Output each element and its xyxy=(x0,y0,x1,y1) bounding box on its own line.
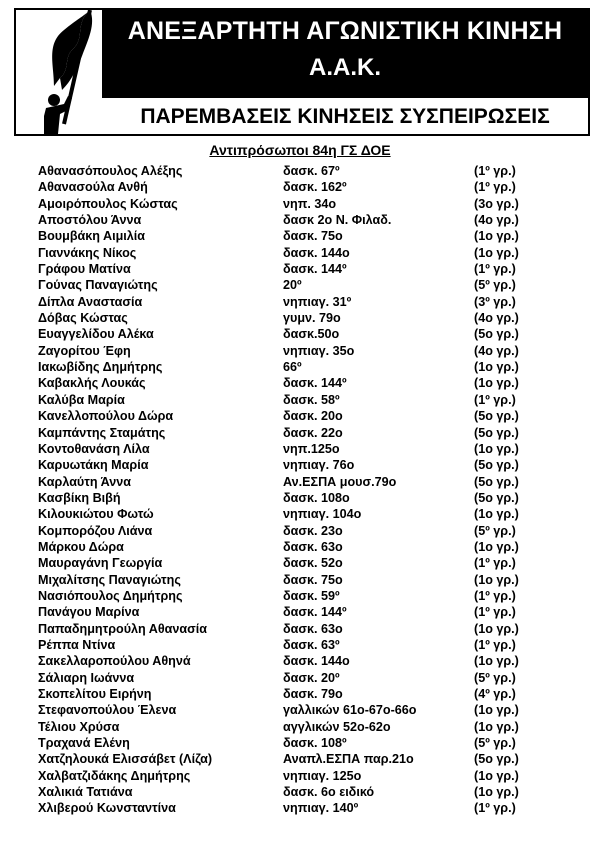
representative-name: Καρλαύτη Άννα xyxy=(38,474,131,489)
representative-name: Σάλιαρη Ιωάννα xyxy=(38,670,135,685)
list-item xyxy=(38,163,598,179)
representative-school: νηπ.125ο xyxy=(283,441,340,456)
representative-school: δασκ. 162º xyxy=(283,180,347,195)
list-item xyxy=(38,670,598,686)
representative-group: (1ο γρ.) xyxy=(474,441,519,456)
representative-school: δασκ. 144º xyxy=(283,262,347,277)
representative-name: Γράφου Ματίνα xyxy=(38,262,131,277)
list-item xyxy=(38,326,598,342)
list-heading-text: Αντιπρόσωποι 84η ΓΣ ΔΟΕ xyxy=(209,142,391,158)
representative-school: δασκ.50ο xyxy=(283,327,340,342)
list-item xyxy=(38,179,598,195)
representative-school: δασκ. 79ο xyxy=(283,687,343,701)
list-item xyxy=(38,523,598,539)
representative-name: Καμπάντης Σταμάτης xyxy=(38,425,166,440)
representative-name: Γιαννάκης Νίκος xyxy=(38,245,137,260)
representative-name: Αθανασόπουλος Αλέξης xyxy=(38,164,183,178)
list-item xyxy=(38,441,598,457)
representative-name: Χαλικιά Τατιάνα xyxy=(38,785,133,800)
representative-group: (1ο γρ.) xyxy=(474,539,519,554)
representative-school: νηπιαγ. 76ο xyxy=(283,458,355,473)
representative-school: γυμν. 79ο xyxy=(283,311,341,326)
representative-name: Νασιόπουλος Δημήτρης xyxy=(38,588,183,603)
representative-group: (1ο γρ.) xyxy=(474,785,519,800)
list-item xyxy=(38,408,598,424)
list-item xyxy=(38,555,598,571)
representative-school: δασκ. 75ο xyxy=(283,229,343,244)
representative-school: δασκ. 63ο xyxy=(283,539,343,554)
list-item xyxy=(38,425,598,441)
representative-group: (5º γρ.) xyxy=(474,523,516,538)
header-banner xyxy=(14,8,590,136)
representative-school: νηπιαγ. 125ο xyxy=(283,768,362,783)
representative-name: Κασβίκη Βιβή xyxy=(38,490,121,505)
representative-group: (1º γρ.) xyxy=(474,392,516,407)
organization-acronym: Α.Α.Κ. xyxy=(309,54,381,81)
representative-group: (1º γρ.) xyxy=(474,605,516,620)
representative-group: (1ο γρ.) xyxy=(474,768,519,783)
representative-school: δασκ. 75ο xyxy=(283,572,343,587)
representative-group: (1º γρ.) xyxy=(474,262,516,277)
list-item xyxy=(38,228,598,244)
representative-school: Αναπλ.ΕΣΠΑ παρ.21ο xyxy=(283,752,414,767)
representative-name: Τραχανά Ελένη xyxy=(38,736,130,751)
list-item xyxy=(38,637,598,653)
representative-name: Καλύβα Μαρία xyxy=(38,392,125,407)
list-item xyxy=(38,294,598,310)
representative-school: δασκ. 52ο xyxy=(283,556,343,571)
representative-name: Μαυραγάνη Γεωργία xyxy=(38,556,163,571)
representative-school: δασκ. 144ο xyxy=(283,654,350,669)
representative-school: δασκ. 59º xyxy=(283,588,340,603)
representative-name: Στεφανοπούλου Έλενα xyxy=(38,703,177,718)
representative-group: (1ο γρ.) xyxy=(474,507,519,522)
representative-school: δασκ. 58º xyxy=(283,392,340,407)
list-item xyxy=(38,653,598,669)
representative-school: δασκ. 63º xyxy=(283,637,340,652)
representative-group: (1ο γρ.) xyxy=(474,703,519,718)
representative-name: Τέλιου Χρύσα xyxy=(38,719,120,734)
representative-name: Κοντοθανάση Λίλα xyxy=(38,441,150,456)
list-item xyxy=(38,800,598,816)
representative-name: Ιακωβίδης Δημήτρης xyxy=(38,360,163,375)
representative-school: δασκ. 23ο xyxy=(283,523,343,538)
representative-group: (1º γρ.) xyxy=(474,556,516,571)
representative-group: (5º γρ.) xyxy=(474,278,516,293)
representative-group: (4ο γρ.) xyxy=(474,213,519,228)
representative-group: (5ο γρ.) xyxy=(474,458,519,473)
title-band xyxy=(102,10,588,98)
representative-name: Μάρκου Δώρα xyxy=(38,539,124,554)
representative-school: νηπιαγ. 104ο xyxy=(283,507,362,522)
representative-school: δασκ. 20º xyxy=(283,670,340,685)
representative-name: Καρυωτάκη Μαρία xyxy=(38,458,149,473)
representative-group: (5ο γρ.) xyxy=(474,490,519,505)
representative-group: (4ο γρ.) xyxy=(474,311,519,326)
representative-group: (1ο γρ.) xyxy=(474,572,519,587)
representative-name: Βουμβάκη Αιμιλία xyxy=(38,229,146,244)
representative-name: Ευαγγελίδου Αλέκα xyxy=(38,327,154,342)
list-item xyxy=(38,604,598,620)
representative-group: (3ο γρ.) xyxy=(474,196,519,211)
list-item xyxy=(38,310,598,326)
representative-name: Κομπορόζου Λιάνα xyxy=(38,523,153,538)
representative-school: δασκ. 144º xyxy=(283,605,347,620)
list-item xyxy=(38,457,598,473)
list-item xyxy=(38,490,598,506)
representative-school: γαλλικών 61ο-67ο-66ο xyxy=(283,703,417,718)
representative-group: (1ο γρ.) xyxy=(474,360,519,375)
representative-school: 66º xyxy=(283,360,302,375)
representative-group: (1ο γρ.) xyxy=(474,621,519,636)
representative-school: αγγλικών 52ο-62ο xyxy=(283,719,391,734)
representative-group: (1º γρ.) xyxy=(474,637,516,652)
representative-group: (1ο γρ.) xyxy=(474,719,519,734)
representative-group: (1ο γρ.) xyxy=(474,654,519,669)
representative-school: Αν.ΕΣΠΑ μουσ.79ο xyxy=(283,474,397,489)
representatives-list xyxy=(38,163,598,817)
representative-school: δασκ. 63ο xyxy=(283,621,343,636)
list-item xyxy=(38,588,598,604)
representative-name: Αθανασούλα Ανθή xyxy=(38,180,148,195)
representative-name: Καβακλής Λουκάς xyxy=(38,376,146,391)
representative-school: δασκ. 144ο xyxy=(283,245,350,260)
list-item xyxy=(38,751,598,767)
representative-name: Σακελλαροπούλου Αθηνά xyxy=(38,654,191,669)
representative-school: νηπιαγ. 140º xyxy=(283,801,359,816)
representative-name: Μιχαλίτσης Παναγιώτης xyxy=(38,572,181,587)
list-item xyxy=(38,539,598,555)
list-item xyxy=(38,686,598,702)
representative-school: δασκ. 6ο ειδικό xyxy=(283,785,375,800)
representative-name: Αποστόλου Άννα xyxy=(38,213,142,228)
representative-school: νηπιαγ. 35ο xyxy=(283,343,355,358)
representative-name: Χατζηλουκά Ελισσάβετ (Λίζα) xyxy=(38,752,213,767)
representative-name: Κανελλοπούλου Δώρα xyxy=(38,409,174,424)
representative-school: δασκ. 108ο xyxy=(283,490,350,505)
representative-group: (5ο γρ.) xyxy=(474,409,519,424)
list-item xyxy=(38,572,598,588)
representative-name: Παπαδημητρούλη Αθανασία xyxy=(38,621,208,636)
representative-name: Κιλουκιώτου Φωτώ xyxy=(38,507,154,522)
organization-subtitle: ΠΑΡΕΜΒΑΣΕΙΣ ΚΙΝΗΣΕΙΣ ΣΥΣΠΕΙΡΩΣΕΙΣ xyxy=(140,105,550,128)
list-item xyxy=(38,375,598,391)
representative-group: (5º γρ.) xyxy=(474,670,516,685)
representative-group: (4ο γρ.) xyxy=(474,343,519,358)
list-item xyxy=(38,719,598,735)
representative-name: Δόβας Κώστας xyxy=(38,311,128,326)
representative-group: (1º γρ.) xyxy=(474,164,516,178)
representative-name: Αμοιρόπουλος Κώστας xyxy=(38,196,178,211)
representative-group: (5ο γρ.) xyxy=(474,425,519,440)
representative-group: (1º γρ.) xyxy=(474,801,516,816)
list-item xyxy=(38,506,598,522)
organization-title: ΑΝΕΞΑΡΤΗΤΗ ΑΓΩΝΙΣΤΙΚΗ ΚΙΝΗΣΗ xyxy=(127,17,563,45)
representative-group: (3º γρ.) xyxy=(474,294,516,309)
list-item xyxy=(38,735,598,751)
representative-school: δασκ. 144º xyxy=(283,376,347,391)
list-item xyxy=(38,245,598,261)
representative-group: (1º γρ.) xyxy=(474,180,516,195)
representative-name: Δίπλα Αναστασία xyxy=(38,294,143,309)
representative-school: δασκ. 67º xyxy=(283,164,340,178)
representative-name: Ζαγορίτου Έφη xyxy=(38,343,131,358)
list-item xyxy=(38,702,598,718)
list-item xyxy=(38,212,598,228)
representative-school: δασκ 2ο Ν. Φιλαδ. xyxy=(283,213,392,228)
representative-group: (1º γρ.) xyxy=(474,588,516,603)
representative-group: (4º γρ.) xyxy=(474,687,516,701)
representative-group: (1ο γρ.) xyxy=(474,245,519,260)
representative-group: (1ο γρ.) xyxy=(474,229,519,244)
list-item xyxy=(38,768,598,784)
representative-name: Σκοπελίτου Ειρήνη xyxy=(38,687,152,701)
representative-school: νηπιαγ. 31º xyxy=(283,294,352,309)
representative-school: δασκ. 108º xyxy=(283,736,347,751)
list-item xyxy=(38,261,598,277)
representative-group: (5ο γρ.) xyxy=(474,327,519,342)
flag-bearer-icon xyxy=(24,4,114,134)
list-item xyxy=(38,474,598,490)
representative-group: (5ο γρ.) xyxy=(474,752,519,767)
list-heading xyxy=(0,142,600,158)
representative-group: (5ο γρ.) xyxy=(474,474,519,489)
list-item xyxy=(38,359,598,375)
representative-name: Ρέππα Ντίνα xyxy=(38,637,116,652)
list-item xyxy=(38,392,598,408)
representative-name: Χαλβατζιδάκης Δημήτρης xyxy=(38,768,191,783)
representative-school: 20º xyxy=(283,278,302,293)
representative-school: νηπ. 34ο xyxy=(283,196,337,211)
representative-name: Γούνας Παναγιώτης xyxy=(38,278,158,293)
representative-school: δασκ. 20ο xyxy=(283,409,343,424)
list-item xyxy=(38,343,598,359)
list-item xyxy=(38,784,598,800)
representative-name: Χλιβερού Κωνσταντίνα xyxy=(38,801,176,816)
representative-name: Πανάγου Μαρίνα xyxy=(38,605,140,620)
representative-group: (1ο γρ.) xyxy=(474,376,519,391)
list-item xyxy=(38,196,598,212)
list-item xyxy=(38,277,598,293)
representative-school: δασκ. 22ο xyxy=(283,425,343,440)
representative-group: (5º γρ.) xyxy=(474,736,516,751)
list-item xyxy=(38,621,598,637)
